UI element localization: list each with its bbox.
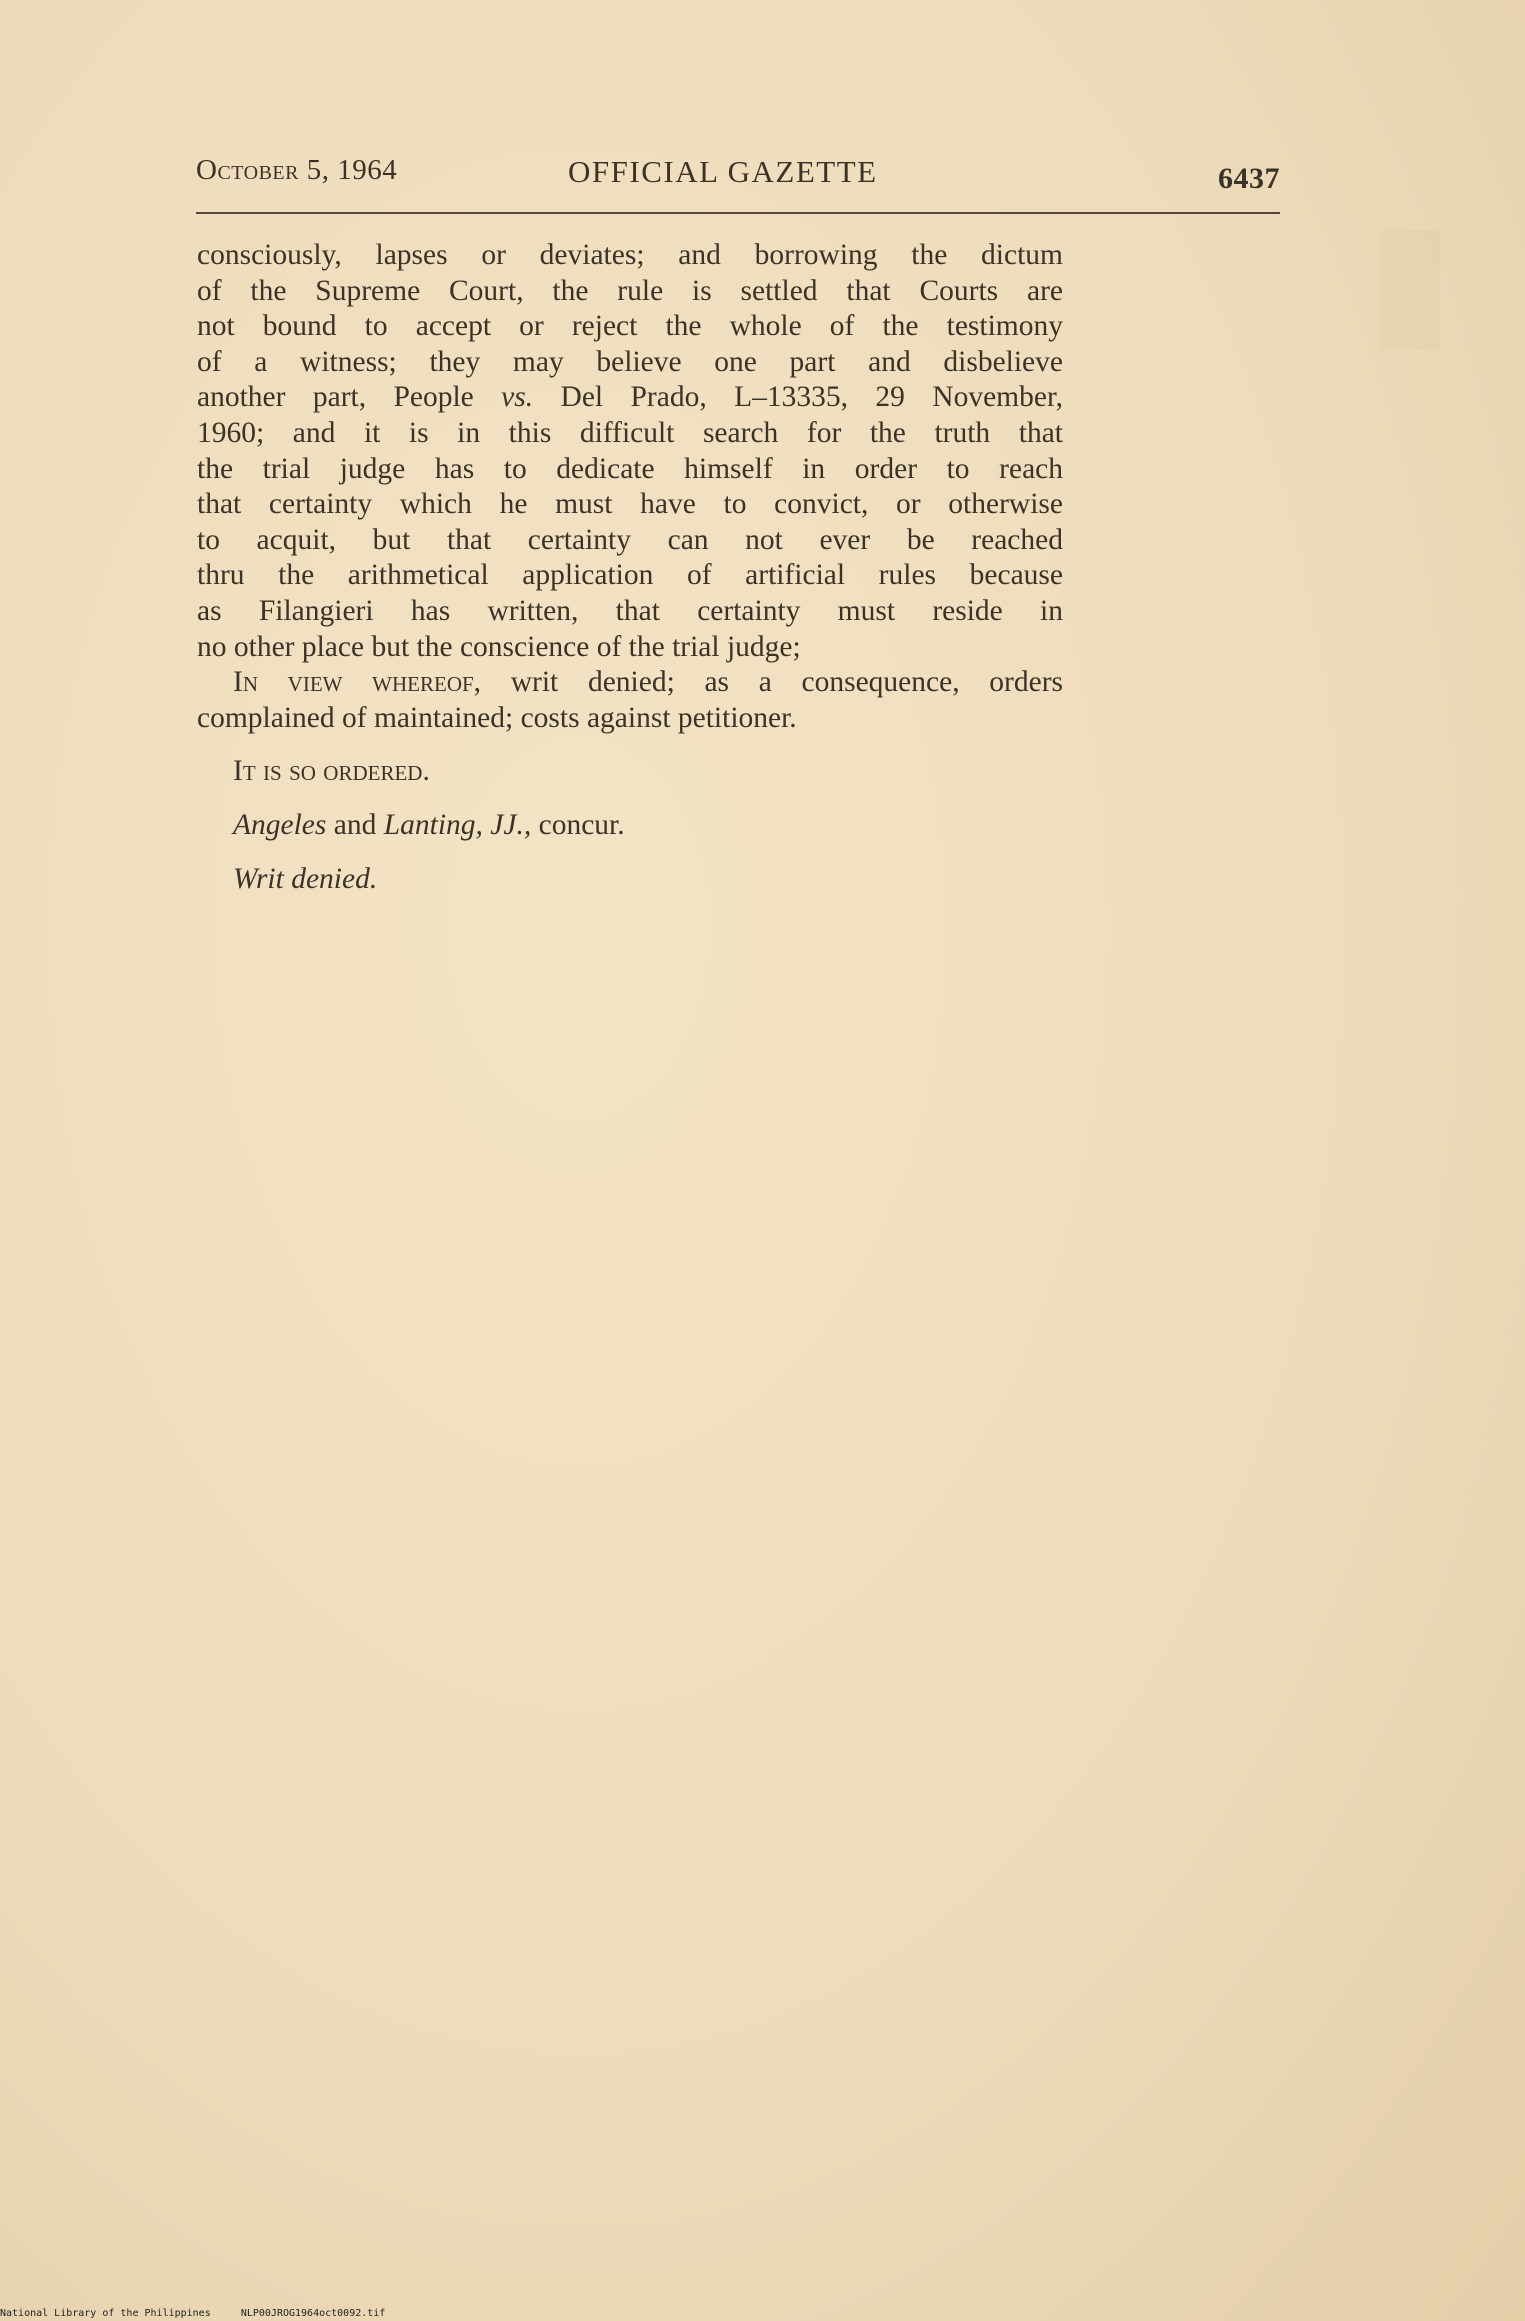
text-line: of the Supreme Court, the rule is settled that Courts are	[197, 274, 1063, 307]
text-line: to acquit, but that certainty can not ever be reached	[197, 523, 1063, 556]
text-line: no other place but the conscience of the trial judge;	[197, 630, 801, 663]
page-number: 6437	[1218, 162, 1280, 195]
dispositive-line-2: complained of maintained; costs against petitioner.	[197, 701, 797, 734]
text-line: that certainty which he must have to convict, or otherwise	[197, 488, 1063, 521]
header-title: OFFICIAL GAZETTE	[568, 154, 878, 189]
dispositive-line	[197, 665, 1063, 701]
justice-name-2: Lanting, JJ.,	[383, 808, 532, 841]
dispositive-lead: In view whereof,	[233, 666, 482, 699]
so-ordered: It is so ordered.	[233, 755, 430, 788]
header-rule	[196, 212, 1280, 214]
scan-footer	[0, 2308, 385, 2319]
body-text	[197, 238, 1063, 897]
text-line-citation	[197, 380, 1063, 416]
bleed-through-mark	[1380, 230, 1440, 350]
running-header	[196, 150, 1280, 200]
concur-and: and	[326, 808, 384, 841]
text-line: thru the arithmetical application of artificial rules because	[197, 559, 1063, 592]
dispositive-rest: writ denied; as a consequence, orders	[481, 666, 1063, 699]
text-line: 1960; and it is in this difficult search for the truth that	[197, 416, 1063, 449]
text-line: not bound to accept or reject the whole of the testimony	[197, 310, 1063, 343]
disposition: Writ denied.	[233, 862, 378, 895]
footer-file: NLP00JROG1964oct0092.tif	[240, 2308, 386, 2319]
concur-rest: concur.	[531, 808, 625, 841]
citation-post: Del Prado, L–13335, 29 November,	[533, 381, 1063, 414]
citation-versus: vs.	[501, 381, 534, 414]
text-line: the trial judge has to dedicate himself in order to reach	[197, 452, 1063, 485]
justice-name-1: Angeles	[233, 808, 327, 841]
citation-pre: another part, People	[197, 381, 502, 414]
concurrence	[197, 808, 1063, 844]
text-line: as Filangieri has written, that certainty must reside in	[197, 594, 1063, 627]
header-date: October 5, 1964	[196, 154, 398, 186]
footer-library: National Library of the Philippines	[0, 2308, 211, 2319]
text-line: consciously, lapses or deviates; and borrowing the dictum	[197, 239, 1063, 271]
text-line: of a witness; they may believe one part and disbelieve	[197, 345, 1063, 378]
